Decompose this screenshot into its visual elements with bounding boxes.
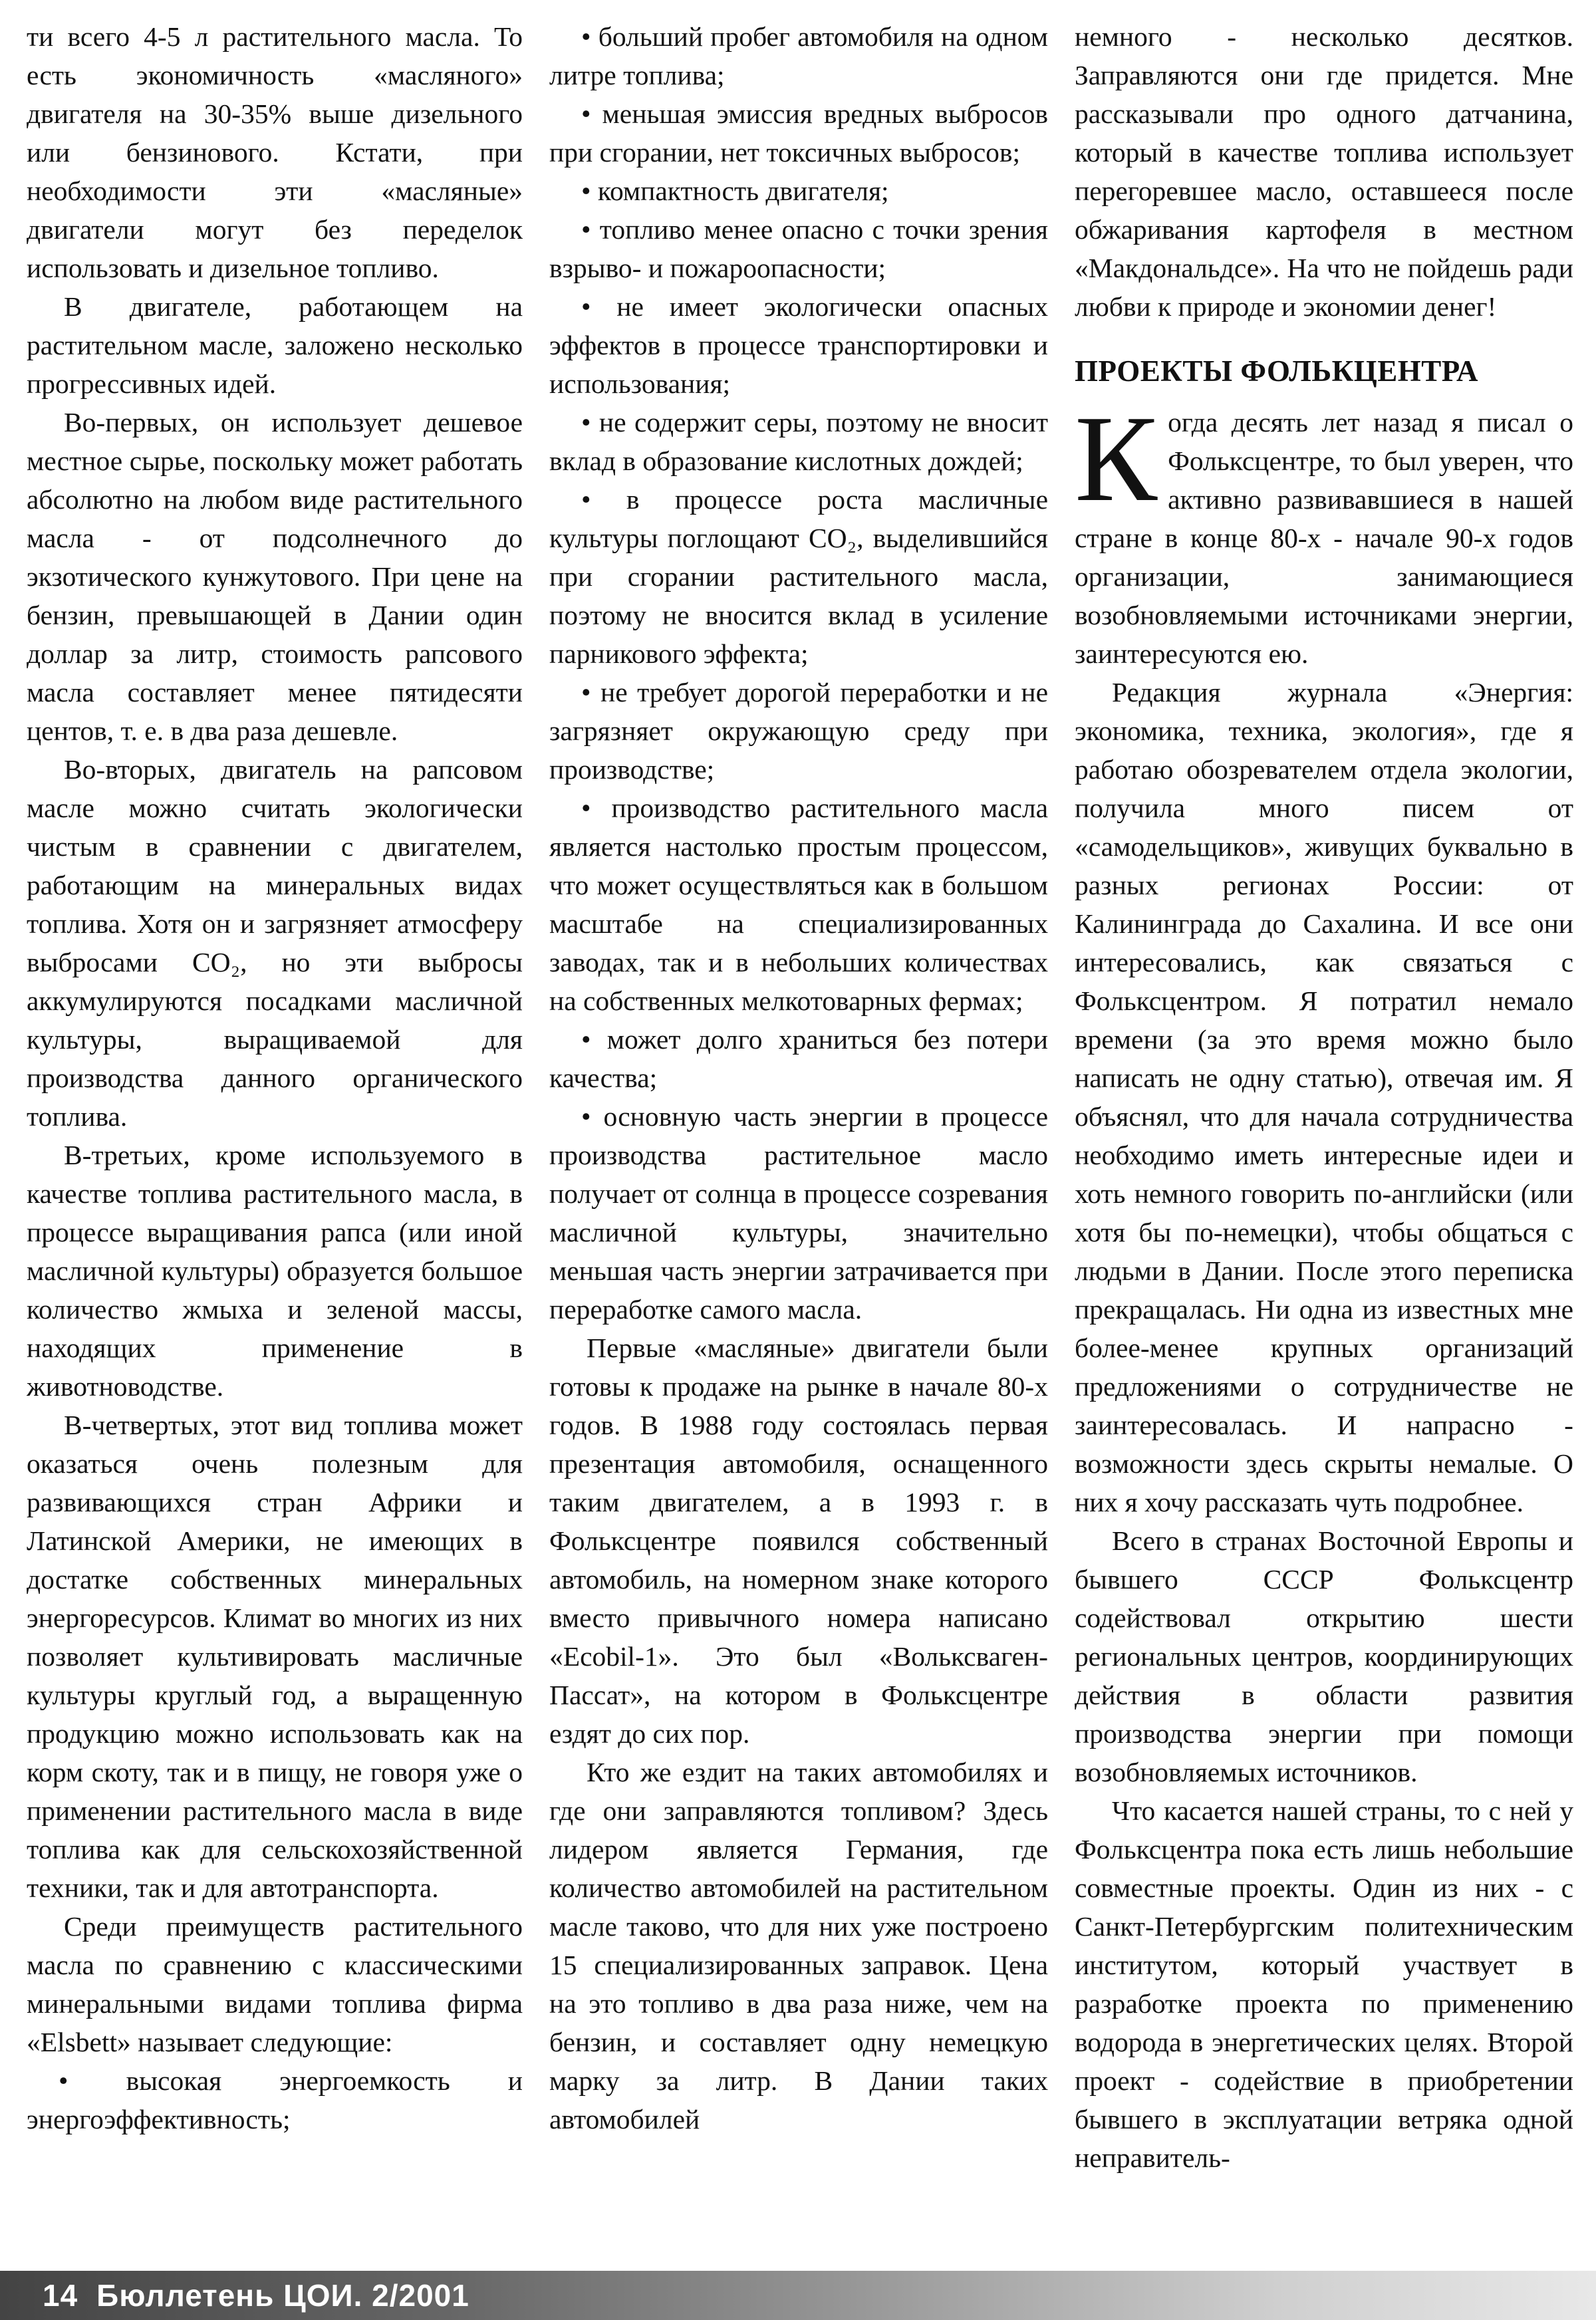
page-footer: [0, 2271, 1596, 2320]
paragraph: Среди преимуществ растительного масла по сравнению с классическими минеральными видами топлива фирма «Elsbett» называет следующие:: [27, 1911, 523, 2057]
paragraph: Первые «масляные» двигатели были готовы к продаже на рынке в начале 80-х годов. В 1988 году состоялась первая презентация автомобиля, оснащенного таким двигателем, а в 1993 г. в Фольксцентре появился собственный автомобиль, на номерном знаке которого вместо привычного номера написано «Ecobil-1». Это был «Вольксваген-Пассат», на котором в Фольксцентре ездят до сих пор.: [549, 1333, 1048, 1749]
paragraph: немного - несколько десятков. Заправляются они где придется. Мне рассказывали про одного датчанина, который в качестве топлива использует перегоревшее масло, оставшееся после обжаривания картофеля в местном «Макдональдсе». На что не пойдешь ради любви к природе и экономии денег!: [1075, 21, 1573, 322]
paragraph: В-четвертых, этот вид топлива может оказаться очень полезным для развивающихся стран Африки и Латинской Америки, не имеющих в достатке собственных минеральных энергоресурсов. Климат во многих из них позволяет культивировать масличные культуры круглый год, а выращенную продукцию можно использовать как на корм скоту, так и в пищу, не говоря уже о применении растительного масла в виде топлива как для сельскохозяйственной техники, так и для автотранспорта.: [27, 1410, 523, 1903]
lead-text: огда десять лет назад я писал о Фольксцентре, то был уверен, что активно развивавшиеся в нашей стране в конце 80-х - начале 90-х годов организации, занимающиеся возобновляемыми источниками энергии, заинтересуются ею.: [1075, 407, 1573, 669]
section-heading: ПРОЕКТЫ ФОЛЬКЦЕНТРА: [1075, 354, 1478, 388]
paragraph: Во-вторых, двигатель на рапсовом масле можно считать экологически чистым в сравнении с двигателем, работающим на минеральных видах топлива. Хотя он и загрязняет атмосферу выбросами CO₂, но эти выбросы аккумулируются посадками масличной культуры, выращиваемой для производства данного органического топлива.: [27, 754, 523, 1132]
bullet-item: • может долго храниться без потери качества;: [549, 1024, 1048, 1093]
bullet-item: • топливо менее опасно с точки зрения взрыво- и пожароопасности;: [549, 214, 1048, 283]
bullet-item: • основную часть энергии в процессе производства растительное масло получает от солнца в процессе созревания масличной культуры, значительно меньшая часть энергии затрачивается при переработке самого масла.: [549, 1101, 1048, 1325]
column-2: [549, 17, 1048, 2320]
paragraph: ти всего 4-5 л растительного масла. То есть экономичность «масляного» двигателя на 30-35% выше дизельного или бензинового. Кстати, при необходимости эти «масляные» двигатели могут без переделок использовать и дизельное топливо.: [27, 21, 523, 283]
bullet-item: • производство растительного масла является настолько простым процессом, что может осуществляться как в большом масштабе на специализированных заводах, так и в небольших количествах на собственных мелкотоварных фермах;: [549, 793, 1048, 1016]
footer-text: [43, 2277, 469, 2313]
paragraph: Редакция журнала «Энергия: экономика, техника, экология», где я работаю обозревателем отдела экологии, получила много писем от «самодельщиков», живущих буквально в разных регионах России: от Калининграда до Сахалина. И все они интересовались, как связаться с Фольксцентром. Я потратил немало времени (за это время можно было написать не одну статью), отвечая им. Я объяснял, что для начала сотрудничества необходимо иметь интересные идеи и хоть немного говорить по-английски (или хотя бы по-немецки), чтобы общаться с людьми в Дании. После этого переписка прекращалась. Ни одна из известных мне более-менее крупных организаций предложениями о сотрудничестве не заинтересовалась. И напрасно - возможности здесь скрыты немалые. О них я хочу рассказать чуть подробнее.: [1075, 677, 1573, 1517]
column-3: [1075, 17, 1573, 2320]
bullet-item: • меньшая эмиссия вредных выбросов при сгорании, нет токсичных выбросов;: [549, 98, 1048, 168]
column-1: [27, 17, 523, 2320]
paragraph: Кто же ездит на таких автомобилях и где они заправляются топливом? Здесь лидером является Германия, где количество автомобилей на растительном масле таково, что для них уже построено 15 специализированных заправок. Цена на это топливо в два раза ниже, чем на бензин, и составляет одну немецкую марку за литр. В Дании таких автомобилей: [549, 1757, 1048, 2134]
paragraph: В двигателе, работающем на растительном масле, заложено несколько прогрессивных идей.: [27, 291, 523, 399]
bullet-item: • компактность двигателя;: [581, 176, 889, 206]
bullet-item: • больший пробег автомобиля на одном литре топлива;: [549, 21, 1048, 90]
paragraph: В-третьих, кроме используемого в качестве топлива растительного масла, в процессе выращивания рапса (или иной масличной культуры) образуется большое количество жмыха и зеленой массы, находящих применение в животноводстве.: [27, 1140, 523, 1402]
bullet-item: • не требует дорогой переработки и не загрязняет окружающую среду при производстве;: [549, 677, 1048, 785]
publication-title: Бюллетень ЦОИ. 2/2001: [96, 2278, 469, 2313]
bullet-item: • не имеет экологически опасных эффектов в процессе транспортировки и использования;: [549, 291, 1048, 399]
page-number: 14: [43, 2278, 78, 2313]
drop-cap: К: [1075, 390, 1158, 527]
bullet-item: • не содержит серы, поэтому не вносит вклад в образование кислотных дождей;: [549, 407, 1048, 476]
bullet-item: • высокая энергоемкость и энергоэффективность;: [27, 2065, 523, 2134]
paragraph: Всего в странах Восточной Европы и бывшего СССР Фольксцентр содействовал открытию шести региональных центров, координирующих действия в области развития производства энергии при помощи возобновляемых источников.: [1075, 1525, 1573, 1787]
bullet-item: • в процессе роста масличные культуры поглощают CO₂, выделившийся при сгорании растительного масла, поэтому не вносится вклад в усиление парникового эффекта;: [549, 484, 1048, 669]
paragraph: Во-первых, он использует дешевое местное сырье, поскольку может работать абсолютно на любом виде растительного масла - от подсолнечного до экзотического кунжутового. При цене на бензин, превышающей в Дании один доллар за литр, стоимость рапсового масла составляет менее пятидесяти центов, т. е. в два раза дешевле.: [27, 407, 523, 746]
paragraph: Что касается нашей страны, то с ней у Фольксцентра пока есть лишь небольшие совместные проекты. Один из них - с Санкт-Петербургским политехническим институтом, который участвует в разработке проекта по применению водорода в энергетических целях. Второй проект - содействие в приобретении бывшего в эксплуатации ветряка одной неправитель-: [1075, 1795, 1573, 2173]
lead-paragraph: [1075, 390, 1573, 673]
